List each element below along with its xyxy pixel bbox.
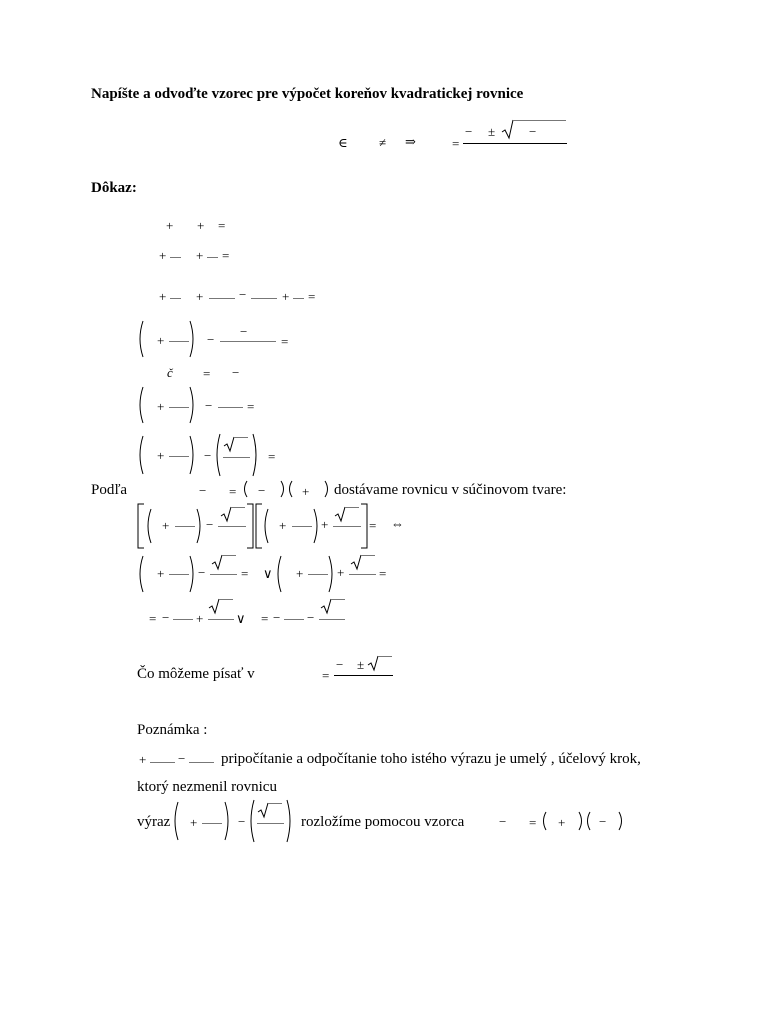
right-paren-icon: [189, 320, 197, 358]
step6-equals: =: [247, 399, 255, 414]
step6-frac1: [169, 407, 189, 408]
proof-label: Dôkaz:: [91, 180, 137, 196]
step6-minus: −: [205, 398, 213, 413]
step2-plus2: +: [196, 248, 204, 263]
podla-plus: +: [302, 484, 310, 499]
sqrt-icon: [212, 554, 224, 572]
step4-minus: −: [207, 332, 215, 347]
right-paren-icon: [252, 433, 260, 477]
statement-equals: =: [452, 136, 460, 151]
step4-num-minus: −: [240, 324, 248, 339]
or-symbol: ∨: [236, 611, 246, 626]
sqrt-icon: [368, 655, 380, 673]
step3-frac1: [170, 298, 181, 299]
step4-frac2: [220, 341, 276, 342]
conclusion-minus: −: [336, 657, 344, 672]
step10-minus2: −: [273, 610, 281, 625]
step2-frac1: [170, 257, 181, 258]
step9-frac3: [308, 574, 328, 575]
step10-frac1: [173, 619, 193, 620]
step10-frac2: [208, 619, 234, 620]
right-paren-icon: [196, 508, 203, 544]
right-bracket-icon: [246, 503, 254, 549]
step9-equals1: =: [241, 566, 249, 581]
sqrt-bar: [345, 507, 359, 508]
implies-symbol: ⇒: [405, 134, 416, 149]
step8-plus1: +: [162, 518, 170, 533]
left-paren-icon: [145, 508, 152, 544]
page-title: Napíšte a odvoďte vzorec pre výpočet koreňov kvadratickej rovnice: [91, 86, 524, 102]
step5-minus: −: [232, 365, 240, 380]
plus-minus-symbol: ±: [488, 124, 496, 139]
step1-equals: =: [218, 218, 226, 233]
left-paren-icon: [137, 386, 145, 424]
right-paren-icon: [224, 801, 232, 841]
step4-plus: +: [157, 333, 165, 348]
formula-minus: −: [499, 814, 507, 829]
step10-equals1: =: [149, 611, 157, 626]
step9-plus1: +: [157, 566, 165, 581]
step10-equals2: =: [261, 611, 269, 626]
right-paren-icon: [328, 555, 336, 593]
step8-plus3: +: [321, 517, 329, 532]
step7-frac2: [223, 457, 250, 458]
step7-plus: +: [157, 448, 165, 463]
left-bracket-icon: [137, 503, 145, 549]
step2-plus1: +: [159, 248, 167, 263]
note-vyraz: výraz: [137, 814, 171, 830]
sqrt-icon: [221, 506, 233, 524]
step2-frac2: [207, 257, 218, 258]
or-symbol: ∨: [263, 566, 273, 581]
right-paren-icon: [189, 386, 197, 424]
step8-frac4: [333, 526, 361, 527]
step3-frac2: [209, 298, 235, 299]
conclusion-text: Čo môžeme písať v: [137, 666, 255, 682]
step10-frac3: [284, 619, 304, 620]
podla-label: Podľa: [91, 482, 128, 498]
right-paren-icon: [189, 435, 197, 475]
step9-plus3: +: [337, 565, 345, 580]
formula-equals: =: [529, 815, 537, 830]
sqrt-icon: [224, 436, 236, 454]
podla-minus: −: [199, 483, 207, 498]
note-frac1: [150, 762, 175, 763]
note-frac4: [257, 823, 284, 824]
step3-frac4: [293, 298, 304, 299]
sqrt-bar: [234, 437, 248, 438]
formula-plus: +: [558, 815, 566, 830]
plus-minus-symbol: ±: [357, 657, 365, 672]
note-line1: pripočítanie a odpočítanie toho istého výrazu je umelý , účelový krok,: [221, 751, 641, 767]
sqrt-bar: [222, 555, 236, 556]
step9-frac2: [210, 574, 237, 575]
sqrt-icon: [502, 119, 514, 141]
right-paren-icon: [618, 811, 624, 831]
step2-equals: =: [222, 248, 230, 263]
sqrt-bar: [331, 599, 345, 600]
podla-text: dostávame rovnicu v súčinovom tvare:: [334, 482, 567, 498]
step8-frac1: [175, 526, 195, 527]
step8-frac3: [292, 526, 312, 527]
sqrt-bar: [378, 656, 392, 657]
step3-plus2: +: [196, 289, 204, 304]
step4-equals: =: [281, 334, 289, 349]
note-line2: ktorý nezmenil rovnicu: [137, 779, 277, 795]
note-minus: −: [178, 751, 186, 766]
step7-equals: =: [268, 449, 276, 464]
right-bracket-icon: [360, 503, 368, 549]
step1-plus2: +: [197, 218, 205, 233]
sqrt-icon: [335, 506, 347, 524]
step9-frac1: [169, 574, 189, 575]
conclusion-frac: [334, 675, 393, 676]
step7-minus: −: [204, 448, 212, 463]
right-paren-icon: [286, 799, 294, 843]
right-paren-icon: [189, 555, 197, 593]
sqrt-bar: [231, 507, 245, 508]
note-plus: +: [139, 752, 147, 767]
right-paren-icon: [280, 480, 286, 498]
left-paren-icon: [262, 508, 269, 544]
podla-minus2: −: [258, 483, 266, 498]
step9-equals2: =: [379, 566, 387, 581]
step6-frac2: [218, 407, 243, 408]
statement-minus: −: [465, 124, 473, 139]
step3-minus: −: [239, 287, 247, 302]
conclusion-equals: =: [322, 668, 330, 683]
step10-minus1: −: [162, 610, 170, 625]
step3-plus3: +: [282, 289, 290, 304]
note-rozlozime: rozložíme pomocou vzorca: [301, 814, 465, 830]
step5-equals: =: [203, 366, 211, 381]
podla-equals: =: [229, 484, 237, 499]
formula-minus2: −: [599, 814, 607, 829]
step8-plus2: +: [279, 518, 287, 533]
note-frac2: [189, 762, 214, 763]
note-frac3: [202, 823, 222, 824]
left-paren-icon: [248, 799, 256, 843]
left-paren-icon: [541, 811, 547, 831]
step8-equals: =: [369, 518, 377, 533]
right-paren-icon: [313, 508, 320, 544]
left-paren-icon: [137, 435, 145, 475]
left-paren-icon: [275, 555, 283, 593]
note-minus2: −: [238, 814, 246, 829]
step9-plus2: +: [296, 566, 304, 581]
left-paren-icon: [242, 480, 248, 498]
step9-minus: −: [198, 565, 206, 580]
left-paren-icon: [585, 811, 591, 831]
step3-plus1: +: [159, 289, 167, 304]
sqrt-icon: [351, 554, 363, 572]
left-paren-icon: [137, 555, 145, 593]
step10-plus: +: [196, 611, 204, 626]
left-paren-icon: [172, 801, 180, 841]
note-label: Poznámka :: [137, 722, 208, 738]
step5-c: č: [167, 365, 173, 380]
step8-frac2: [218, 526, 246, 527]
step9-frac4: [349, 574, 376, 575]
step10-minus3: −: [307, 610, 315, 625]
step3-equals: =: [308, 289, 316, 304]
step1-plus1: +: [166, 218, 174, 233]
sqrt-bar: [219, 599, 233, 600]
sqrt-bar: [513, 120, 566, 121]
right-paren-icon: [578, 811, 584, 831]
step3-frac3: [251, 298, 277, 299]
step4-frac1: [169, 341, 189, 342]
sqrt-bar: [268, 803, 282, 804]
sqrt-bar: [361, 555, 375, 556]
not-equal-symbol: ≠: [379, 135, 387, 150]
sqrt-icon: [321, 598, 333, 616]
step10-frac4: [319, 619, 345, 620]
sqrt-icon: [258, 802, 270, 820]
left-paren-icon: [214, 433, 222, 477]
fraction-bar: [463, 143, 567, 144]
step7-frac1: [169, 456, 189, 457]
statement-minus-inner: −: [529, 124, 537, 139]
right-paren-icon: [324, 480, 330, 498]
step6-plus: +: [157, 399, 165, 414]
element-of-symbol: ∈: [338, 135, 348, 150]
sqrt-icon: [209, 598, 221, 616]
left-paren-icon: [137, 320, 145, 358]
note-plus2: +: [190, 815, 198, 830]
left-paren-icon: [287, 480, 293, 498]
step8-minus: −: [206, 517, 214, 532]
equivalence-symbol: ⇔: [391, 516, 404, 531]
